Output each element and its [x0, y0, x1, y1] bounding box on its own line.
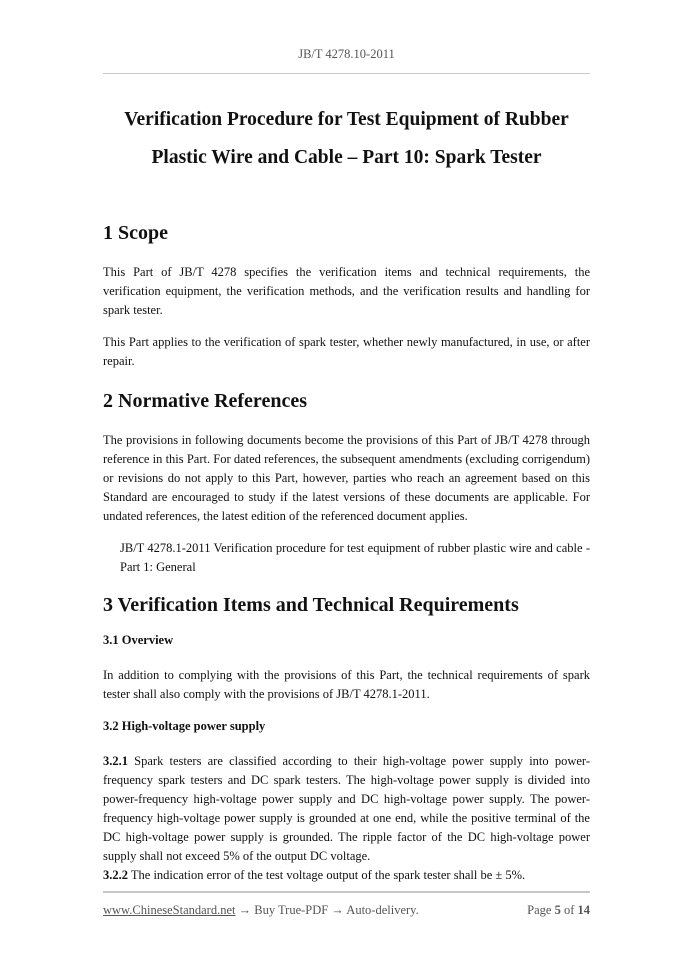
- page-label: Page: [527, 903, 552, 917]
- section-3-2-heading: 3.2 High-voltage power supply: [103, 719, 266, 733]
- title-line-1: Verification Procedure for Test Equipment of Rubber: [124, 109, 569, 130]
- section-3-1-heading: 3.1 Overview: [103, 633, 174, 647]
- document-header-id: JB/T 4278.10-2011: [298, 47, 395, 61]
- clause-3-2-1: [103, 752, 590, 866]
- overview-paragraph: In addition to complying with the provisions of this Part, the technical requirements of spark tester shall also comply with the provisions of JB/T 4278.1-2011.: [103, 668, 590, 701]
- clause-text: The indication error of the test voltage output of the spark tester shall be ± 5%.: [128, 868, 526, 882]
- footer-promo: [103, 903, 419, 918]
- total-pages: 14: [577, 903, 590, 917]
- references-paragraph: The provisions in following documents become the provisions of this Part of JB/T 4278 through reference in this Part. For dated references, the subsequent amendments (excluding corrigendum) or revisions do not apply to this Part, however, parties who reach an agreement based on this Standard are encouraged to study if the latest versions of these documents are applicable. For undated references, the latest edition of the referenced document applies.: [103, 433, 590, 523]
- title-line-2: Plastic Wire and Cable – Part 10: Spark Tester: [151, 147, 542, 168]
- promo-text: → Buy True-PDF → Auto-delivery.: [235, 903, 419, 917]
- header-divider: [103, 73, 590, 74]
- scope-paragraph-1: This Part of JB/T 4278 specifies the verification items and technical requirements, the verification equipment, the verification methods, and the verification results and handling for spark tester.: [103, 265, 590, 317]
- clause-number: 3.2.2: [103, 868, 128, 882]
- reference-item: JB/T 4278.1-2011 Verification procedure for test equipment of rubber plastic wire and cable -Part 1: General: [120, 541, 590, 574]
- website-link[interactable]: www.ChineseStandard.net: [103, 903, 236, 917]
- of-label: of: [563, 903, 575, 917]
- scope-paragraph-2: This Part applies to the verification of spark tester, whether newly manufactured, in use, or after repair.: [103, 335, 590, 368]
- footer-divider: [103, 891, 590, 893]
- section-2-heading: 2 Normative References: [103, 390, 307, 412]
- current-page: 5: [554, 903, 561, 917]
- section-1-heading: 1 Scope: [103, 222, 168, 244]
- clause-3-2-2: [103, 866, 590, 885]
- page-indicator: [527, 903, 590, 918]
- document-title: [103, 101, 590, 177]
- footer: [103, 903, 590, 918]
- clause-number: 3.2.1: [103, 754, 128, 768]
- section-3-heading: 3 Verification Items and Technical Requirements: [103, 594, 519, 616]
- clause-text: Spark testers are classified according to their high-voltage power supply into power-frequency spark testers and DC spark testers. The high-voltage power supply is divided into power-frequency high-voltage power supply and DC high-voltage power supply. The power-frequency high-voltage power supply is grounded at one end, while the positive terminal of the DC high-voltage power supply is grounded. The ripple factor of the DC high-voltage power supply shall not exceed 5% of the output DC voltage.: [103, 754, 590, 863]
